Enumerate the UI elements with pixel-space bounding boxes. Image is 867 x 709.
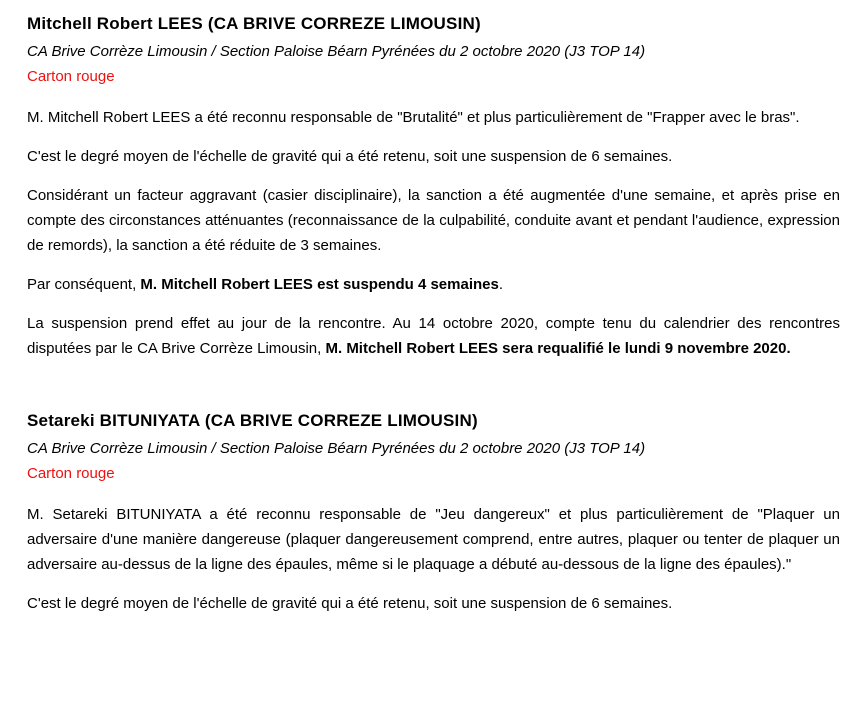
text-run: M. Setareki BITUNIYATA a été reconnu responsable de "Jeu dangereux" et plus particulièrement de "Plaquer un adversaire d'une manière dangereuse (plaquer dangereusement comprend, entre autres, plaquer ou tenter de plaquer un adversaire au-dessus de la ligne des épaules, même si le plaquage a débuté au-dessous de la ligne des épaules)."	[27, 506, 840, 573]
text-run: M. Mitchell Robert LEES a été reconnu responsable de "Brutalité" et plus particulièrement de "Frapper avec le bras".	[27, 109, 800, 126]
decision-paragraph	[27, 502, 840, 577]
player-heading: Setareki BITUNIYATA (CA BRIVE CORREZE LIMOUSIN)	[27, 411, 478, 430]
text-run: M. Mitchell Robert LEES sera requalifié le lundi 9 novembre 2020.	[325, 340, 791, 357]
decision-paragraph	[27, 591, 840, 616]
card-type-label: Carton rouge	[27, 465, 115, 482]
text-run: C'est le degré moyen de l'échelle de gravité qui a été retenu, soit une suspension de 6 semaines.	[27, 595, 673, 612]
sanction-section	[27, 409, 840, 616]
text-run: La suspension prend effet au jour de la rencontre. Au 14 octobre 2020, compte tenu du calendrier des rencontres disputées par le CA Brive Corrèze Limousin,	[27, 315, 840, 357]
decision-paragraphs	[27, 502, 840, 616]
text-run: Par conséquent,	[27, 276, 141, 293]
match-subheading: CA Brive Corrèze Limousin / Section Paloise Béarn Pyrénées du 2 octobre 2020 (J3 TOP 14)	[27, 440, 646, 457]
card-type-label: Carton rouge	[27, 68, 115, 85]
text-run: M. Mitchell Robert LEES est suspendu 4 semaines	[140, 276, 499, 293]
player-heading: Mitchell Robert LEES (CA BRIVE CORREZE LIMOUSIN)	[27, 14, 481, 33]
decision-paragraph	[27, 272, 840, 297]
decision-paragraph	[27, 105, 840, 130]
sanction-section	[27, 12, 840, 361]
text-run: Considérant un facteur aggravant (casier disciplinaire), la sanction a été augmentée d'une semaine, et après prise en compte des circonstances atténuantes (reconnaissance de la culpabilité, conduite avant et pendant l'audience, expression de remords), la sanction a été réduite de 3 semaines.	[27, 187, 840, 254]
decision-paragraph	[27, 144, 840, 169]
decision-paragraph	[27, 311, 840, 361]
match-subheading: CA Brive Corrèze Limousin / Section Paloise Béarn Pyrénées du 2 octobre 2020 (J3 TOP 14)	[27, 43, 646, 60]
document-body	[27, 12, 840, 616]
text-run: C'est le degré moyen de l'échelle de gravité qui a été retenu, soit une suspension de 6 semaines.	[27, 148, 673, 165]
text-run: .	[498, 276, 504, 293]
decision-paragraphs	[27, 105, 840, 361]
decision-paragraph	[27, 183, 840, 258]
